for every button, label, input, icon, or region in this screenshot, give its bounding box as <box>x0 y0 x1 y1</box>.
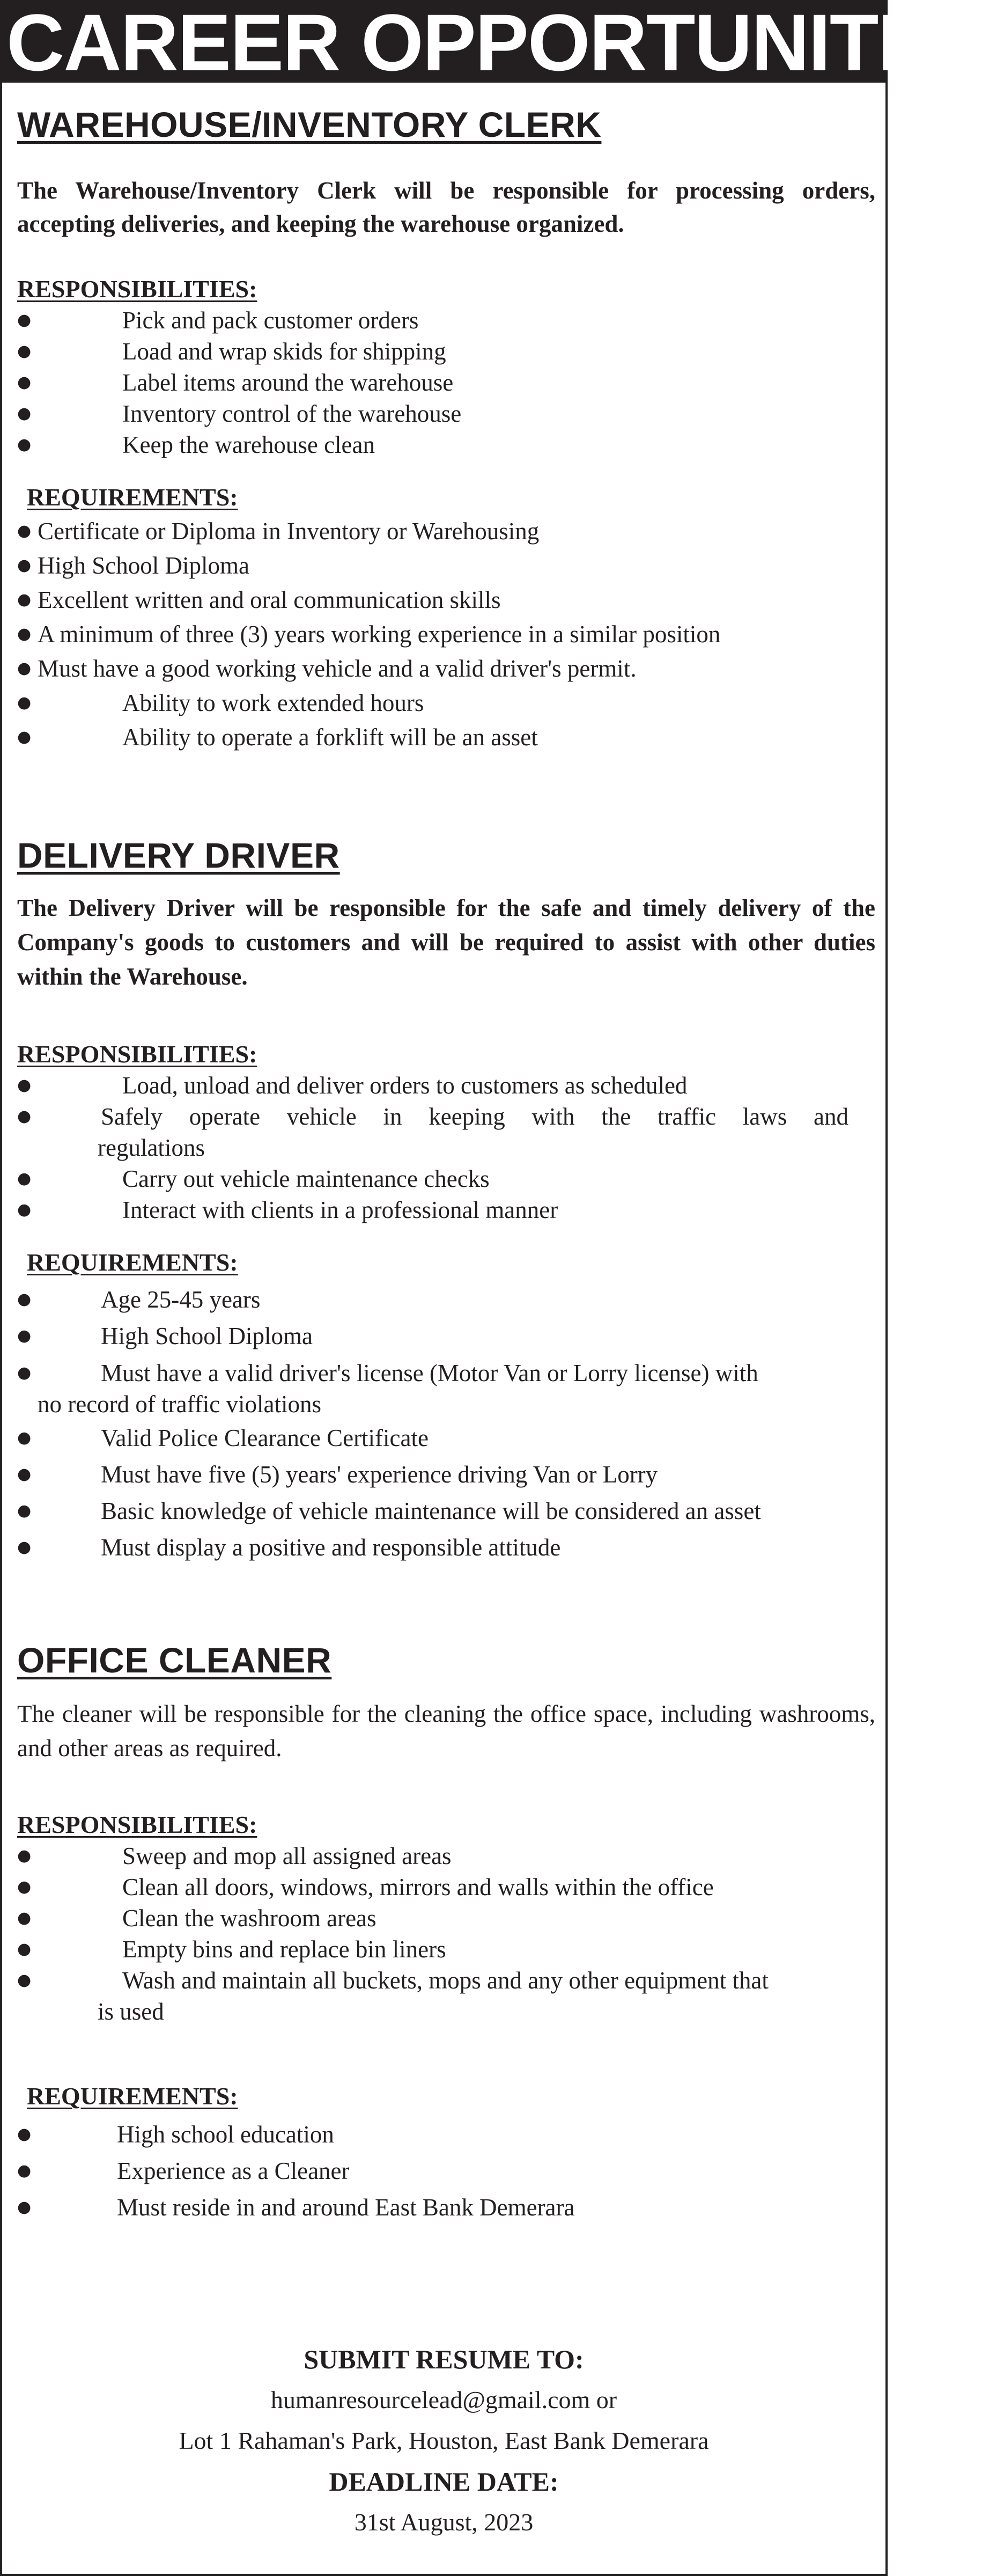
bullet-icon: ● <box>17 404 32 423</box>
list-item: ● Must have a good working vehicle and a valid driver's permit. <box>17 651 875 686</box>
job-title: DELIVERY DRIVER <box>17 835 340 875</box>
responsibilities-heading: RESPONSIBILITIES: <box>17 275 257 303</box>
bullet-icon: ● <box>17 625 32 643</box>
job-delivery-driver <box>17 834 875 1566</box>
bullet-icon: ● <box>17 728 32 746</box>
list-item: ● Clean all doors, windows, mirrors and walls within the office <box>17 1872 875 1903</box>
bullet-icon: ● <box>17 1538 32 1557</box>
list-item: ● Sweep and mop all assigned areas <box>17 1840 875 1872</box>
bullet-icon: ● <box>17 1107 32 1126</box>
job-warehouse-clerk <box>17 103 875 754</box>
list-item <box>17 1101 875 1163</box>
list-item: ● Must display a positive and responsible attitude <box>17 1529 875 1566</box>
list-item: ● Must reside in and around East Bank Demerara <box>17 2189 875 2226</box>
list-item: ● Label items around the warehouse <box>17 367 875 398</box>
bullet-icon: ● <box>17 1501 32 1520</box>
requirements-list <box>17 514 875 754</box>
list-item: ● Load, unload and deliver orders to customers as scheduled <box>17 1070 875 1101</box>
list-item: ● Ability to work extended hours <box>17 686 875 720</box>
requirements-list <box>17 1281 875 1566</box>
list-item: ● Age 25-45 years <box>17 1281 875 1318</box>
bullet-icon: ● <box>17 2161 32 2180</box>
list-item: ● Empty bins and replace bin liners <box>17 1934 875 1965</box>
list-item: ● Clean the washroom areas <box>17 1903 875 1934</box>
page-title-banner <box>2 0 1004 87</box>
responsibilities-heading: RESPONSIBILITIES: <box>17 1040 257 1068</box>
bullet-icon: ● <box>17 311 32 329</box>
bullet-icon: ● <box>17 1169 32 1188</box>
bullet-icon: ● <box>17 693 32 712</box>
list-item: ● Excellent written and oral communication skills <box>17 583 875 617</box>
job-description: The cleaner will be responsible for the cleaning the office space, including washrooms, and other areas as required. <box>17 1700 875 1762</box>
bullet-icon: ● <box>17 2125 32 2144</box>
submit-address: Lot 1 Rahaman's Park, Houston, East Bank Demerara <box>179 2427 709 2454</box>
list-item: ● Valid Police Clearance Certificate <box>17 1420 875 1456</box>
deadline-date: 31st August, 2023 <box>354 2508 534 2536</box>
list-item: ● Must have five (5) years' experience driving Van or Lorry <box>17 1456 875 1493</box>
list-item: ● High school education <box>17 2116 875 2153</box>
list-item-line-1: Must have a valid driver's license (Motor Van or Lorry license) with <box>101 1360 758 1386</box>
bullet-icon: ● <box>17 1290 32 1309</box>
bullet-icon: ● <box>17 1465 32 1484</box>
list-item: ● Certificate or Diploma in Inventory or Warehousing <box>17 514 875 548</box>
list-item: ● Ability to operate a forklift will be an asset <box>17 720 875 754</box>
responsibilities-list <box>17 1070 875 1225</box>
bullet-icon: ● <box>17 342 32 361</box>
bullet-icon: ● <box>17 1428 32 1447</box>
responsibilities-list <box>17 305 875 460</box>
bullet-icon: ● <box>17 1940 32 1958</box>
list-item: ● Basic knowledge of vehicle maintenance will be considered an asset <box>17 1493 875 1529</box>
bullet-icon: ● <box>17 373 32 392</box>
deadline-heading: DEADLINE DATE: <box>329 2467 559 2497</box>
job-description: The Delivery Driver will be responsible for the safe and timely delivery of the Company's goods to customers and will be required to assist with other duties within the Warehouse. <box>17 894 875 990</box>
requirements-heading: REQUIREMENTS: <box>27 483 238 511</box>
list-item: ● Load and wrap skids for shipping <box>17 336 875 367</box>
requirements-heading: REQUIREMENTS: <box>27 2082 238 2110</box>
bullet-icon: ● <box>17 556 32 575</box>
list-item: ● High School Diploma <box>17 1318 875 1354</box>
submit-email: humanresourcelead@gmail.com or <box>270 2386 617 2413</box>
list-item: ● Keep the warehouse clean <box>17 429 875 460</box>
requirements-list <box>17 2116 875 2226</box>
list-item: ● Interact with clients in a professional manner <box>17 1194 875 1225</box>
responsibilities-list <box>17 1840 875 2027</box>
bullet-icon: ● <box>17 1363 32 1382</box>
list-item <box>17 1965 875 2027</box>
list-item: ● High School Diploma <box>17 548 875 583</box>
bullet-icon: ● <box>17 1326 32 1345</box>
bullet-icon: ● <box>17 590 32 609</box>
list-item <box>17 1354 875 1420</box>
submit-section <box>2 2339 885 2543</box>
bullet-icon: ● <box>17 1877 32 1896</box>
list-item-line-1: Wash and maintain all buckets, mops and any other equipment that <box>122 1967 769 1994</box>
job-title: OFFICE CLEANER <box>17 1640 332 1680</box>
job-office-cleaner <box>17 1639 875 2226</box>
bullet-icon: ● <box>17 659 32 678</box>
list-item: ● A minimum of three (3) years working experience in a similar position <box>17 617 875 651</box>
bullet-icon: ● <box>17 1076 32 1095</box>
list-item-line-2: no record of traffic violations <box>38 1391 321 1418</box>
list-item-line-2: is used <box>98 1998 164 2025</box>
bullet-icon: ● <box>17 1971 32 1990</box>
bullet-icon: ● <box>17 522 32 540</box>
bullet-icon: ● <box>17 1909 32 1927</box>
list-item-line-1: Safely operate vehicle in keeping with the traffic laws and <box>101 1103 848 1130</box>
list-item: ● Pick and pack customer orders <box>17 305 875 336</box>
job-title: WAREHOUSE/INVENTORY CLERK <box>17 105 602 144</box>
list-item: ● Carry out vehicle maintenance checks <box>17 1163 875 1194</box>
requirements-heading: REQUIREMENTS: <box>27 1249 238 1276</box>
job-description: The Warehouse/Inventory Clerk will be responsible for processing orders, accepting deliveries, and keeping the warehouse organized. <box>17 177 875 237</box>
responsibilities-heading: RESPONSIBILITIES: <box>17 1811 257 1838</box>
bullet-icon: ● <box>17 1846 32 1865</box>
list-item-line-2: regulations <box>98 1134 205 1161</box>
submit-heading: SUBMIT RESUME TO: <box>304 2344 584 2374</box>
page-title: CAREER OPPORTUNITIES <box>6 0 1004 87</box>
bullet-icon: ● <box>17 435 32 454</box>
bullet-icon: ● <box>17 2198 32 2217</box>
list-item: ● Inventory control of the warehouse <box>17 398 875 429</box>
bullet-icon: ● <box>17 1200 32 1219</box>
list-item: ● Experience as a Cleaner <box>17 2153 875 2189</box>
